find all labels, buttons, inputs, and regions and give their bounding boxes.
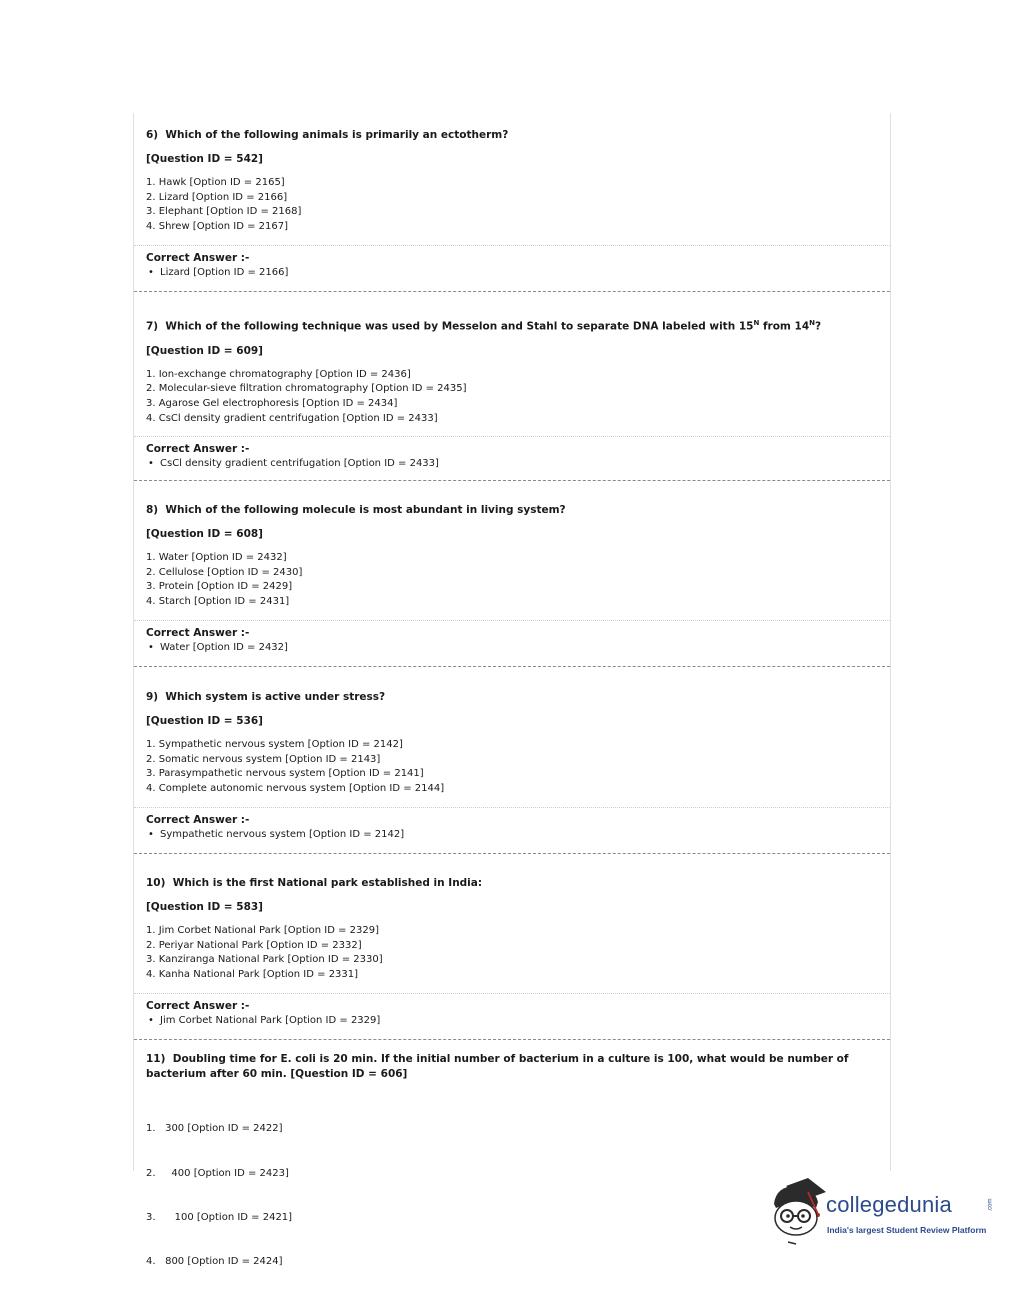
option: 4. Shrew [Option ID = 2167] [146, 221, 288, 233]
mascot-icon [766, 1178, 828, 1248]
option-list [134, 176, 890, 235]
question-id: [Question ID = 583] [146, 901, 263, 913]
correct-answer-label: Correct Answer :- [146, 251, 250, 264]
answer-divider [134, 993, 890, 994]
option-list [134, 924, 890, 983]
question-divider [134, 291, 890, 292]
option: 2. Lizard [Option ID = 2166] [146, 191, 288, 203]
answer-divider [134, 620, 890, 621]
correct-answer: • Lizard [Option ID = 2166] [148, 266, 289, 278]
question-text: 7) Which of the following technique was used by Messelon and Stahl to separate DNA labeled with $15^N$ from $14^N$? [146, 319, 822, 333]
option-list [134, 368, 890, 427]
question-8 [134, 503, 890, 653]
correct-answer-label: Correct Answer :- [146, 813, 250, 826]
option: 3. 100 [Option ID = 2421] [146, 1211, 293, 1223]
option: 4. Complete autonomic nervous system [Option ID = 2144] [146, 783, 445, 795]
question-id: [Question ID = 609] [146, 344, 263, 357]
option: 2. Periyar National Park [Option ID = 2332] [146, 939, 362, 951]
option: 3. Protein [Option ID = 2429] [146, 581, 293, 593]
option: 3. Elephant [Option ID = 2168] [146, 206, 302, 218]
question-id: [Question ID = 608] [146, 528, 263, 540]
brand-suffix: .com [987, 1198, 994, 1212]
option: 2. Molecular-sieve filtration chromatography [Option ID = 2435] [146, 383, 467, 395]
answer-divider [134, 436, 890, 437]
option: 1. Water [Option ID = 2432] [146, 552, 287, 563]
question-divider [134, 480, 890, 481]
option: 1. Ion-exchange chromatography [Option ID = 2436] [146, 368, 411, 380]
option: 2. Somatic nervous system [Option ID = 2143] [146, 753, 381, 765]
question-text: 10) Which is the first National park established in India: [146, 877, 483, 889]
correct-answer: • Water [Option ID = 2432] [148, 641, 288, 653]
correct-answer-label: Correct Answer :- [146, 999, 250, 1012]
option: 3. Parasympathetic nervous system [Option ID = 2141] [146, 768, 424, 780]
option-list [134, 551, 890, 610]
option: 2. 400 [Option ID = 2423] [146, 1167, 289, 1179]
option: 4. 800 [Option ID = 2424] [146, 1255, 283, 1267]
option-list [134, 738, 890, 797]
question-divider [134, 666, 890, 667]
option: 3. Kanziranga National Park [Option ID = 2330] [146, 954, 383, 966]
question-text: 9) Which system is active under stress? [146, 691, 386, 703]
option: 1. Jim Corbet National Park [Option ID = 2329] [146, 925, 380, 936]
option: 4. Kanha National Park [Option ID = 2331] [146, 969, 359, 981]
correct-answer: • Sympathetic nervous system [Option ID = 2142] [148, 828, 405, 840]
question-id: [Question ID = 536] [146, 715, 263, 727]
question-text: 6) Which of the following animals is primarily an ectotherm? [146, 129, 509, 141]
option: 2. Cellulose [Option ID = 2430] [146, 566, 303, 578]
brand-name: collegedunia [826, 1192, 952, 1217]
correct-answer: • CsCl density gradient centrifugation [Option ID = 2433] [148, 458, 439, 470]
question-text: 8) Which of the following molecule is most abundant in living system? [146, 504, 566, 516]
answer-divider [134, 807, 890, 808]
answer-divider [134, 245, 890, 246]
question-divider [134, 1039, 890, 1040]
collegedunia-logo [766, 1178, 996, 1248]
correct-answer-label: Correct Answer :- [146, 626, 250, 639]
question-6 [134, 128, 890, 278]
question-9 [134, 690, 890, 840]
option: 1. 300 [Option ID = 2422] [146, 1123, 283, 1135]
correct-answer: • Jim Corbet National Park [Option ID = 2329] [148, 1014, 381, 1026]
question-7 [134, 316, 890, 469]
option: 1. Sympathetic nervous system [Option ID = 2142] [146, 739, 403, 750]
option: 3. Agarose Gel electrophoresis [Option ID = 2434] [146, 397, 398, 409]
option: 1. Hawk [Option ID = 2165] [146, 177, 285, 188]
question-id: [Question ID = 542] [146, 153, 263, 165]
option: 4. CsCl density gradient centrifugation [Option ID = 2433] [146, 412, 438, 424]
brand-tagline: India's largest Student Review Platform [827, 1225, 987, 1235]
question-10 [134, 876, 890, 1026]
correct-answer-label: Correct Answer :- [146, 443, 250, 456]
question-text: 11) Doubling time for E. coli is 20 min. If the initial number of bacterium in a culture is 100, what would be number of bacterium after 60 min. [Question ID = 606] [146, 1053, 849, 1080]
question-11 [134, 1052, 890, 1299]
option: 4. Starch [Option ID = 2431] [146, 596, 290, 608]
question-divider [134, 853, 890, 854]
